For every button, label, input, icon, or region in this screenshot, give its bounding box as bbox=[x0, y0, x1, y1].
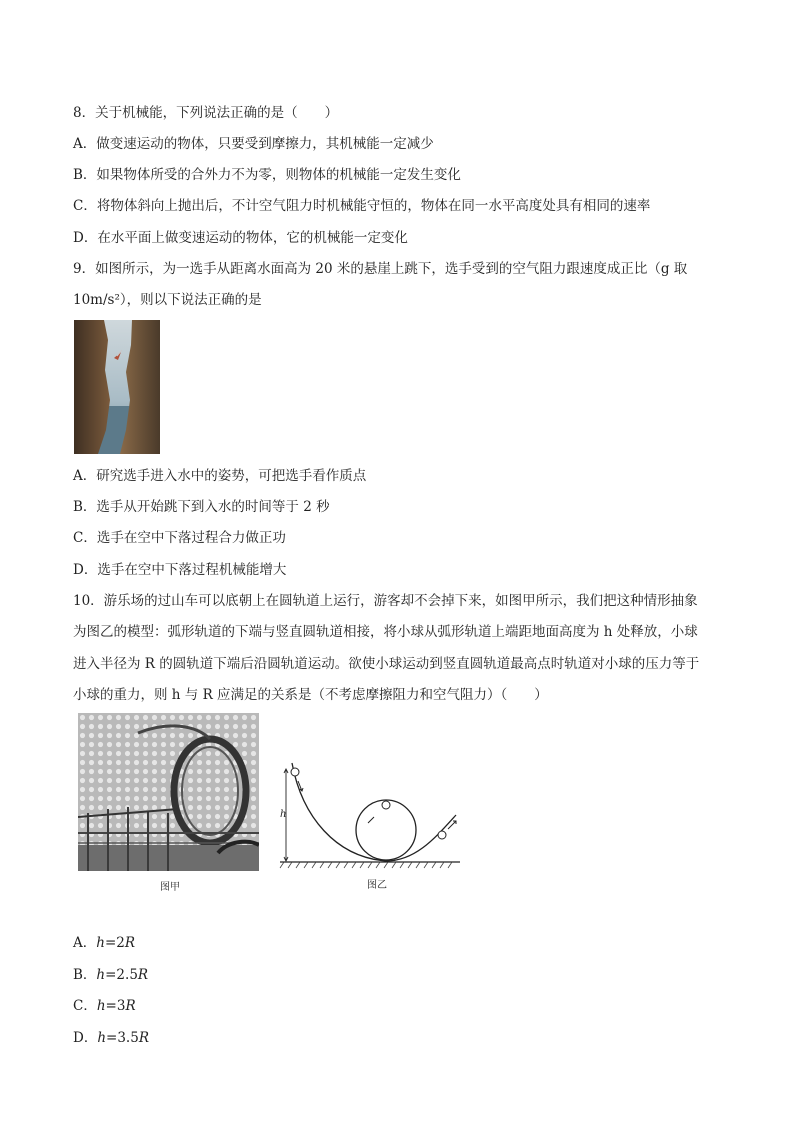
arc-track bbox=[292, 763, 456, 861]
q10-stem-line2: 为图乙的模型：弧形轨道的下端与竖直圆轨道相接，将小球从弧形轨道上端距地面高度为 h 处释放，小球 bbox=[73, 624, 698, 640]
q9-stem-line2: 10m/s²），则以下说法正确的是 bbox=[73, 292, 262, 308]
height-label: h bbox=[280, 809, 287, 820]
ball-start bbox=[291, 768, 299, 776]
q9-option-a[interactable]: A．研究选手进入水中的姿势，可把选手看作质点 bbox=[73, 468, 367, 484]
q8-option-c[interactable]: C．将物体斜向上抛出后，不计空气阻力时机械能守恒的，物体在同一水平高度处具有相同的速率 bbox=[73, 198, 651, 214]
figure-a-caption: 图甲 bbox=[160, 882, 180, 893]
q10-option-a[interactable]: A．h=2R bbox=[73, 935, 136, 951]
q8-option-b[interactable]: B．如果物体所受的合外力不为零，则物体的机械能一定发生变化 bbox=[73, 167, 461, 183]
figure-b-caption: 图乙 bbox=[367, 880, 387, 891]
ball-top bbox=[382, 801, 390, 809]
q9-option-d[interactable]: D．选手在空中下落过程机械能增大 bbox=[73, 562, 287, 578]
q10-stem-line1: 10．游乐场的过山车可以底朝上在圆轨道上运行，游客却不会掉下来，如图甲所示，我们把这种情形抽象 bbox=[73, 593, 698, 609]
q8-stem: 8．关于机械能，下列说法正确的是（ ） bbox=[73, 105, 339, 121]
cliff-diver-photo bbox=[74, 320, 160, 454]
q10-stem-line4: 小球的重力，则 h 与 R 应满足的关系是（不考虑摩擦阻力和空气阻力）（ ） bbox=[73, 687, 548, 703]
roller-coaster-photo bbox=[78, 713, 259, 871]
q9-option-c[interactable]: C．选手在空中下落过程合力做正功 bbox=[73, 530, 286, 546]
q10-option-b[interactable]: B．h=2.5R bbox=[73, 967, 149, 983]
q9-stem-line1: 9．如图所示，为一选手从距离水面高为 20 米的悬崖上跳下，选手受到的空气阻力跟速度成正比（g 取 bbox=[73, 261, 688, 277]
ball-exit bbox=[438, 831, 446, 839]
loop-track-diagram bbox=[276, 757, 462, 871]
q8-option-a[interactable]: A．做变速运动的物体，只要受到摩擦力，其机械能一定减少 bbox=[73, 136, 434, 152]
q8-option-d[interactable]: D．在水平面上做变速运动的物体，它的机械能一定变化 bbox=[73, 230, 408, 246]
q10-stem-line3: 进入半径为 R 的圆轨道下端后沿圆轨道运动。欲使小球运动到竖直圆轨道最高点时轨道对小球的压力等于 bbox=[73, 656, 700, 672]
q10-option-c[interactable]: C．h=3R bbox=[73, 998, 136, 1014]
q9-option-b[interactable]: B．选手从开始跳下到入水的时间等于 2 秒 bbox=[73, 499, 330, 515]
q10-option-d[interactable]: D．h=3.5R bbox=[73, 1030, 149, 1046]
